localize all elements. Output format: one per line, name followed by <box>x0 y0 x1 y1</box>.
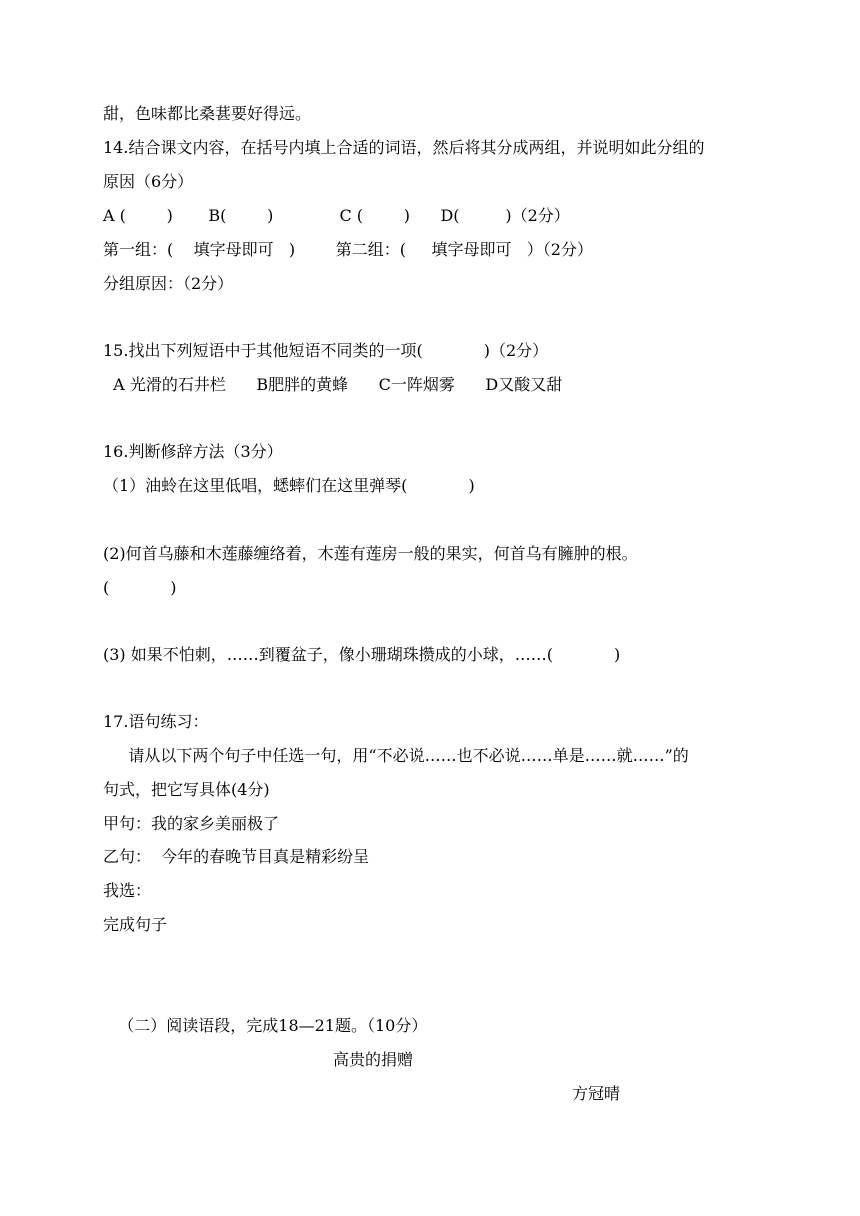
question-16-item-2-blank: ( ) <box>103 578 177 597</box>
complete-sentence: 完成句子 <box>103 915 168 934</box>
question-16-item-3: (3) 如果不怕刺，……到覆盆子，像小珊瑚珠攒成的小球，……( ) <box>103 645 621 664</box>
my-choice: 我选： <box>103 881 152 900</box>
question-16-prompt: 16.判断修辞方法（3分） <box>103 442 283 461</box>
question-14-reason: 分组原因：（2分） <box>103 274 234 293</box>
question-17-prompt: 17.语句练习： <box>103 712 209 731</box>
sentence-b: 乙句： 今年的春晚节目真是精彩纷呈 <box>103 847 370 866</box>
question-17-instruction-cont: 句式，把它写具体(4分) <box>103 780 270 799</box>
question-14-groups: 第一组：( 填字母即可 ) 第二组：( 填字母即可 ）（2分） <box>103 240 593 259</box>
question-14-blanks: A ( ) B( ) C ( ) D( )（2分） <box>103 206 570 225</box>
sentence-a: 甲句：我的家乡美丽极了 <box>103 814 280 833</box>
question-14-prompt: 14.结合课文内容，在括号内填上合适的词语，然后将其分成两组，并说明如此分组的 <box>103 138 705 157</box>
question-14-prompt-cont: 原因（6分） <box>103 172 194 191</box>
section-2-heading: （二）阅读语段，完成18—21题。（10分） <box>103 1016 428 1035</box>
question-16-item-2: (2)何首乌藤和木莲藤缠络着，木莲有莲房一般的果实，何首乌有臃肿的根。 <box>103 544 638 563</box>
question-17-instruction: 请从以下两个句子中任选一句，用“不必说……也不必说……单是……就……”的 <box>103 746 689 765</box>
article-title: 高贵的捐赠 <box>333 1050 414 1069</box>
text-line-1: 甜，色味都比桑葚要好得远。 <box>103 104 312 123</box>
question-15-prompt: 15.找出下列短语中于其他短语不同类的一项( )（2分） <box>103 341 549 360</box>
article-author: 方冠晴 <box>572 1084 621 1103</box>
question-16-item-1: （1）油蛉在这里低唱，蟋蟀们在这里弹琴( ) <box>103 476 475 495</box>
question-15-options: A 光滑的石井栏 B肥胖的黄蜂 C一阵烟雾 D又酸又甜 <box>103 375 563 394</box>
